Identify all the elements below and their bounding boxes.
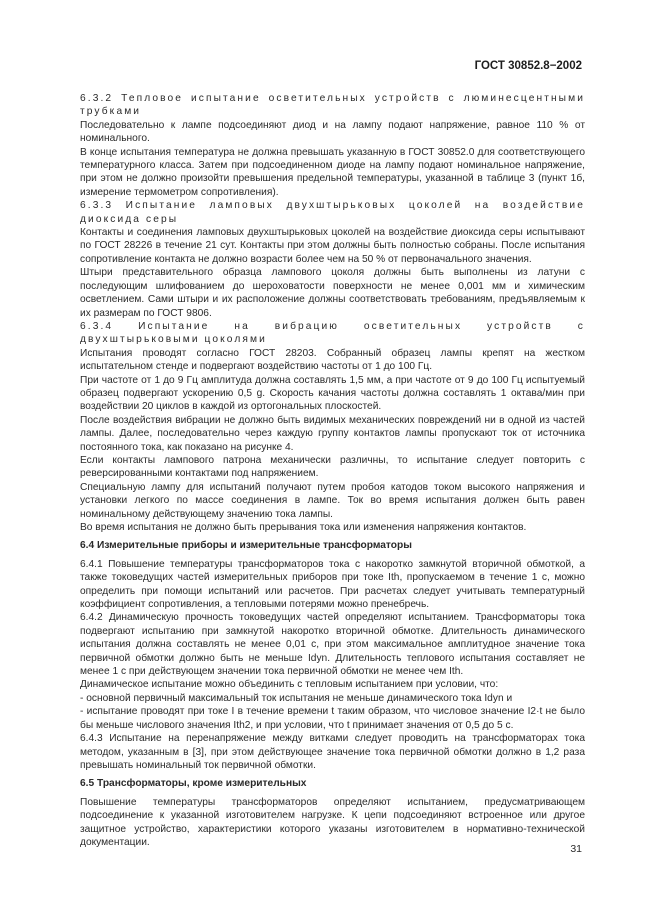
paragraph: Контакты и соединения ламповых двухштырьковых цоколей на воздействие диоксида серы испытывают по ГОСТ 28226 в течение 21 сут. Контакты при этом должны быть полностью собраны. После испытания сопротивление контакта не должно возрасти более чем на 50 % от первоначального значения. bbox=[80, 227, 585, 265]
paragraph: Специальную лампу для испытаний получают путем пробоя катодов током высокого напряжения и установки легкого по массе соединения в лампе. Ток во время испытания должен быть равен номинальному действующему значению тока лампы. bbox=[80, 481, 585, 520]
section-6-3-4-title: 6.3.4 Испытание на вибрацию осветительных устройств с двухштырьковыми цоколями bbox=[80, 320, 585, 346]
paragraph: Если контакты лампового патрона механически различны, то испытание следует повторить с реверсированными контактами под напряжением. bbox=[80, 454, 585, 480]
paragraph: После воздействия вибрации не должно быть видимых механических повреждений ни в одной из частей лампы. Далее, последовательно через каждую группу контактов лампы пропускают ток от источника постоянного тока, как показано на рисунке 4. bbox=[80, 414, 585, 453]
paragraph: Последовательно к лампе подсоединяют диод и на лампу подают напряжение, равное 110 % от номинального. bbox=[80, 119, 585, 145]
paragraph: В конце испытания температура не должна превышать указанную в ГОСТ 30852.0 для соответствующего температурного класса. Затем при подсоединенном диоде на лампу подают номинальное напряжение, при этом не должно произойти превышения предельной температуры, указанной в таблице 3 (пункт 1б, измерение термометром сопротивления). bbox=[80, 146, 585, 198]
paragraph: 6.4.3 Испытание на перенапряжение между витками следует проводить на трансформаторах тока методом, указанным в [3], при этом действующее значение тока первичной обмотки должно в 1,2 раза превышать номинальный ток первичной обмотки. bbox=[80, 733, 585, 771]
paragraph: При частоте от 1 до 9 Гц амплитуда должна составлять 1,5 мм, а при частоте от 9 до 100 Гц испытуемый образец подвергают ускорению 0,5 g. Скорость качания частоты должна составлять 1 октава/мин при воздействии 20 циклов в каждой из ортогональных плоскостей. bbox=[80, 374, 585, 413]
paragraph: Испытания проводят согласно ГОСТ 28203. Собранный образец лампы крепят на жестком испытательном стенде и подвергают воздействию частоты от 1 до 100 Гц. bbox=[80, 347, 585, 373]
section-6-4-heading: 6.4 Измерительные приборы и измерительные трансформаторы bbox=[80, 540, 412, 552]
section-6-3-2-title: 6.3.2 Тепловое испытание осветительных устройств с люминесцентными трубками bbox=[80, 93, 585, 118]
list-item: - основной первичный максимальный ток испытания не меньше динамического тока Idyn и bbox=[80, 692, 513, 704]
paragraph: 6.4.1 Повышение температуры трансформаторов тока с накоротко замкнутой вторичной обмоткой, а также токоведущих частей измерительных приборов при токе Ith, пропускаемом в течение 1 с, можно определить при помощи испытаний или расчетов. При расчетах следует учитывать температурный коэффициент сопротивления, а тепловыми потерями можно пренебречь. bbox=[80, 558, 585, 611]
document-body bbox=[80, 92, 585, 849]
paragraph: Повышение температуры трансформаторов определяют испытанием, предусматривающем подсоединение к указанной изготовителем нагрузке. К цепи подсоединяют встроенное или другое защитное устройство, характеристики которого указаны изготовителем в нормативно-технической документации. bbox=[80, 796, 585, 848]
page-number: 31 bbox=[570, 843, 582, 855]
document-code: ГОСТ 30852.8−2002 bbox=[474, 60, 582, 72]
paragraph: Динамическое испытание можно объединить с тепловым испытанием при условии, что: bbox=[80, 679, 499, 691]
section-6-5-heading: 6.5 Трансформаторы, кроме измерительных bbox=[80, 778, 307, 790]
paragraph: Штыри представительного образца лампового цоколя должны быть выполнены из латуни с последующим шлифованием до шероховатости поверхности не менее 0,001 мм и химическим осветлением. Сами штыри и их расположение должны соответствовать требованиям, предъявляемым к их размерам по ГОСТ 9806. bbox=[80, 267, 585, 319]
section-6-3-3-title: 6.3.3 Испытание ламповых двухштырьковых цоколей на воздействие диоксида серы bbox=[80, 200, 585, 225]
paragraph: Во время испытания не должно быть прерывания тока или изменения напряжения контактов. bbox=[80, 522, 527, 533]
paragraph: 6.4.2 Динамическую прочность токоведущих частей определяют испытанием. Трансформаторы тока подвергают испытанию при замкнутой накоротко вторичной обмотке. Длительность динамического испытания должна составлять не менее 0,01 с, при этом максимальное амплитудное значение тока первичной обмотки должно быть не меньше Idyn. Длительность теплового испытания составляет не менее 1 с при действующем значении тока первичной обмотки не менее чем Ith. bbox=[80, 612, 585, 678]
list-item: - испытание проводят при токе I в течение времени t таким образом, что числовое значение I2·t не было бы меньше числового значения Ith2, и при условии, что t принимает значения от 0,5 до 5 с. bbox=[80, 706, 585, 731]
